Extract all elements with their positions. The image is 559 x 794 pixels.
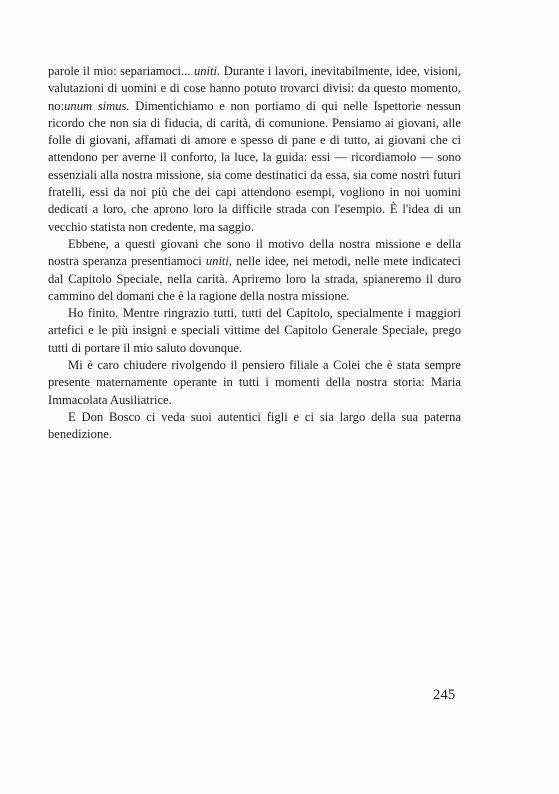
paragraph (48, 409, 461, 444)
italic-text: uniti, (205, 254, 233, 269)
paragraph (48, 357, 461, 409)
text-run: Ho finito. Mentre ringrazio tutti, tutti del Capitolo, specialmente i maggiori artefici e le più insigni e speciali vittime del Capitolo Generale Speciale, prego tutti di portare il mio saluto dovunque. (48, 306, 461, 355)
paragraph (48, 63, 461, 236)
text-run: Dimentichiamo e non portiamo di qui nelle Ispettorie nessun ricordo che non sia di fiducia, di carità, di comunione. Pensiamo ai giovani, alle folle di giovani, affamati di amore e spesso di pane e di tutto, ai giovani che ci attendono per averne il conforto, la luce, la guida: essi — ricordiamolo — sono essenziali alla nostra missione, sia come destinatici da essa, sia come nostri futuri fratelli, essi da noi più che dei capi attendono esempi, vogliono in noi uomini dedicati a loro, che aprono loro la difficile strada con l'esempio. È l'idea di un vecchio statista non credente, ma saggio. (48, 98, 461, 234)
text-run: nelle idee, nei metodi, nelle mete indicateci dal Capitolo Speciale, nella carità. Apriremo loro la strada, spianeremo il duro cammino del domani che è la ragione della nostra missione. (48, 254, 461, 303)
text-run: Mi è caro chiudere rivolgendo il pensiero filiale a Colei che è stata sempre presente maternamente operante in tutti i momenti della nostra storia: Maria Immacolata Ausiliatrice. (48, 358, 461, 407)
paragraph (48, 236, 461, 305)
text-run: E Don Bosco ci veda suoi autentici figli e ci sia largo della sua paterna benedizione. (48, 409, 461, 442)
text-run: Durante i lavori, inevitabilmente, idee, visioni, valutazioni di uomini e di cose hanno potuto trovarci divisi: da questo momento, no: (48, 64, 461, 113)
page-number: 245 (433, 687, 456, 703)
italic-text: uniti. (193, 64, 221, 78)
paragraph (48, 305, 461, 357)
italic-text: unum simus. (64, 98, 130, 113)
text-run: parole il mio: separiamoci... (48, 64, 194, 78)
text-run: Ebbene, a questi giovani che sono il motivo della nostra missione e della nostra speranza presentiamoci (48, 236, 461, 269)
body-text (48, 63, 461, 444)
